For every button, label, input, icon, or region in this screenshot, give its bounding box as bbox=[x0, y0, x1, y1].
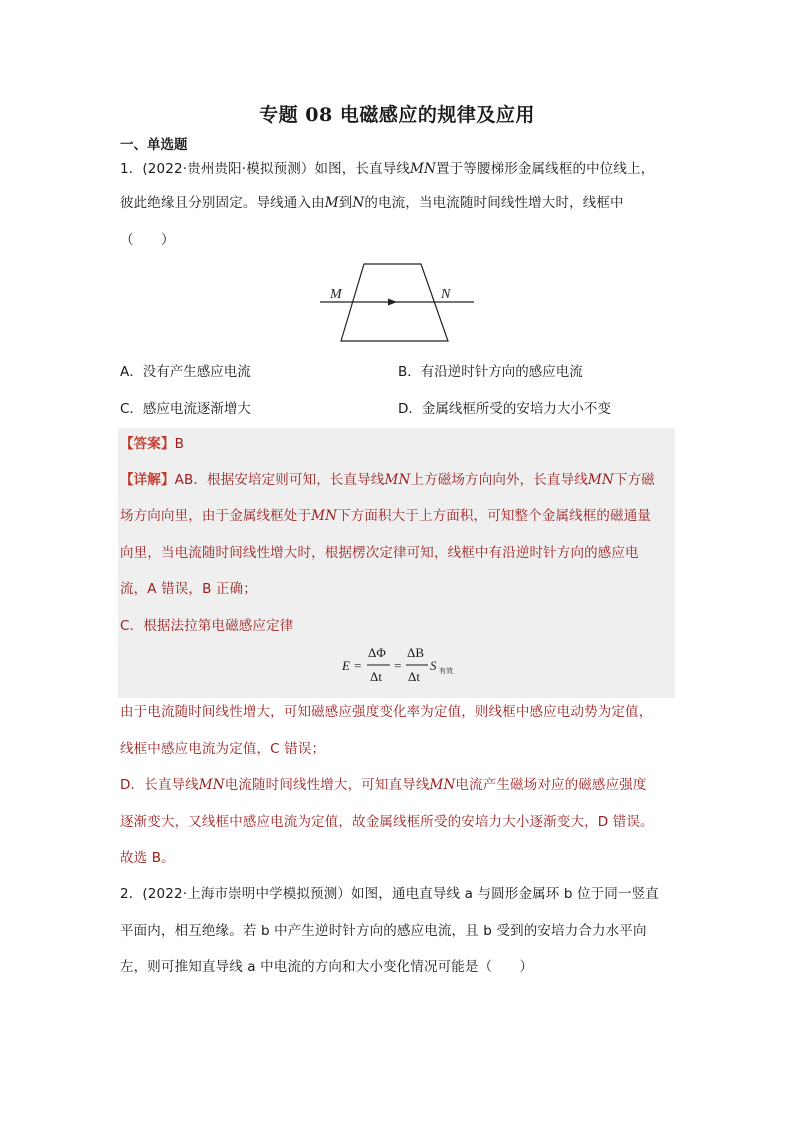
detail-text: 下方磁 bbox=[613, 472, 655, 488]
symbol-mn: MN bbox=[587, 472, 614, 488]
detail-line-7: 线框中感应电流为定值，C 错误； bbox=[120, 741, 326, 757]
q1-symbol-m: M bbox=[324, 195, 339, 211]
q1-text: 彼此绝缘且分别固定。导线通入由 bbox=[120, 195, 325, 211]
detail-tag: 【详解】 bbox=[120, 472, 175, 488]
answer-line bbox=[120, 432, 184, 452]
formula-num1: ΔΦ bbox=[368, 645, 386, 660]
symbol-mn: MN bbox=[198, 777, 225, 793]
label-m: M bbox=[330, 287, 342, 302]
formula-eq1: = bbox=[354, 658, 362, 673]
q1-text: 置于等腰梯形金属线框的中位线上， bbox=[435, 161, 655, 177]
detail-text: 下方面积大于上方面积，可知整个金属线框的磁通量 bbox=[337, 508, 651, 524]
q1-text: 到 bbox=[338, 195, 353, 211]
trapezoid-wire-figure bbox=[318, 262, 478, 344]
symbol-mn: MN bbox=[429, 777, 456, 793]
q2-line-3: 左，则可推知直导线 a 中电流的方向和大小变化情况可能是（ ） bbox=[120, 959, 534, 975]
detail-line-3: 向里，当电流随时间线性增大时，根据楞次定律可知，线框中有沿逆时针方向的感应电 bbox=[120, 545, 639, 561]
detail-line-1 bbox=[120, 468, 655, 488]
detail-text: 电流随时间线性增大，可知直导线 bbox=[224, 777, 430, 793]
formula-den1: Δt bbox=[370, 669, 382, 684]
detail-line-9: 逐渐变大，又线框中感应电流为定值，故金属线框所受的安培力大小逐渐变大，D 错误。 bbox=[120, 814, 654, 830]
faraday-formula bbox=[340, 642, 470, 688]
detail-text: 场方向向里，由于金属线框处于 bbox=[120, 508, 312, 524]
answer-value: B bbox=[174, 436, 185, 452]
detail-line-10: 故选 B。 bbox=[120, 850, 175, 866]
option-d: D．金属线框所受的安培力大小不变 bbox=[398, 401, 611, 417]
q1-symbol-mn: MN bbox=[410, 161, 436, 177]
q1-text: 1．(2022·贵州贵阳·模拟预测）如图，长直导线 bbox=[120, 161, 411, 177]
detail-line-6: 由于电流随时间线性增大，可知磁感应强度变化率为定值，则线框中感应电动势为定值， bbox=[120, 704, 653, 720]
option-b: B．有沿逆时针方向的感应电流 bbox=[398, 364, 583, 380]
q1-answer-blank: （ ） bbox=[120, 232, 175, 248]
q2-line-1: 2．(2022·上海市崇明中学模拟预测）如图，通电直导线 a 与圆形金属环 b 位于同一竖直 bbox=[120, 886, 659, 902]
q2-line-2: 平面内，相互绝缘。若 b 中产生逆时针方向的感应电流，且 b 受到的安培力合力水平向 bbox=[120, 923, 647, 939]
page-title: 专题 08 电磁感应的规律及应用 bbox=[259, 104, 535, 126]
detail-text: AB．根据安培定则可知，长直导线 bbox=[174, 472, 385, 488]
symbol-mn: MN bbox=[311, 508, 338, 524]
option-a: A．没有产生感应电流 bbox=[120, 364, 251, 380]
section-heading: 一、单选题 bbox=[120, 137, 188, 153]
current-arrow-icon bbox=[388, 299, 397, 306]
detail-line-2 bbox=[120, 504, 651, 524]
formula-eq2: = bbox=[394, 658, 402, 673]
answer-tag: 【答案】 bbox=[120, 436, 175, 452]
option-c: C．感应电流逐渐增大 bbox=[120, 401, 251, 417]
label-n: N bbox=[441, 287, 451, 302]
q1-text: 的电流，当电流随时间线性增大时，线框中 bbox=[364, 195, 624, 211]
detail-line-5: C．根据法拉第电磁感应定律 bbox=[120, 618, 294, 634]
detail-line-8 bbox=[120, 773, 647, 793]
detail-line-4: 流，A 错误，B 正确； bbox=[120, 581, 257, 597]
q1-line-2 bbox=[120, 191, 624, 211]
formula-e: E bbox=[342, 658, 350, 673]
formula-s: S bbox=[430, 658, 437, 673]
detail-text: 上方磁场方向向外，长直导线 bbox=[410, 472, 588, 488]
symbol-mn: MN bbox=[384, 472, 411, 488]
formula-sub: 有效 bbox=[439, 667, 453, 675]
detail-text: D．长直导线 bbox=[120, 777, 199, 793]
formula-den2: Δt bbox=[408, 669, 420, 684]
detail-text: 电流产生磁场对应的磁感应强度 bbox=[455, 777, 647, 793]
q1-line-1 bbox=[120, 157, 654, 177]
formula-num2: ΔB bbox=[407, 645, 425, 660]
q1-symbol-n: N bbox=[352, 195, 365, 211]
